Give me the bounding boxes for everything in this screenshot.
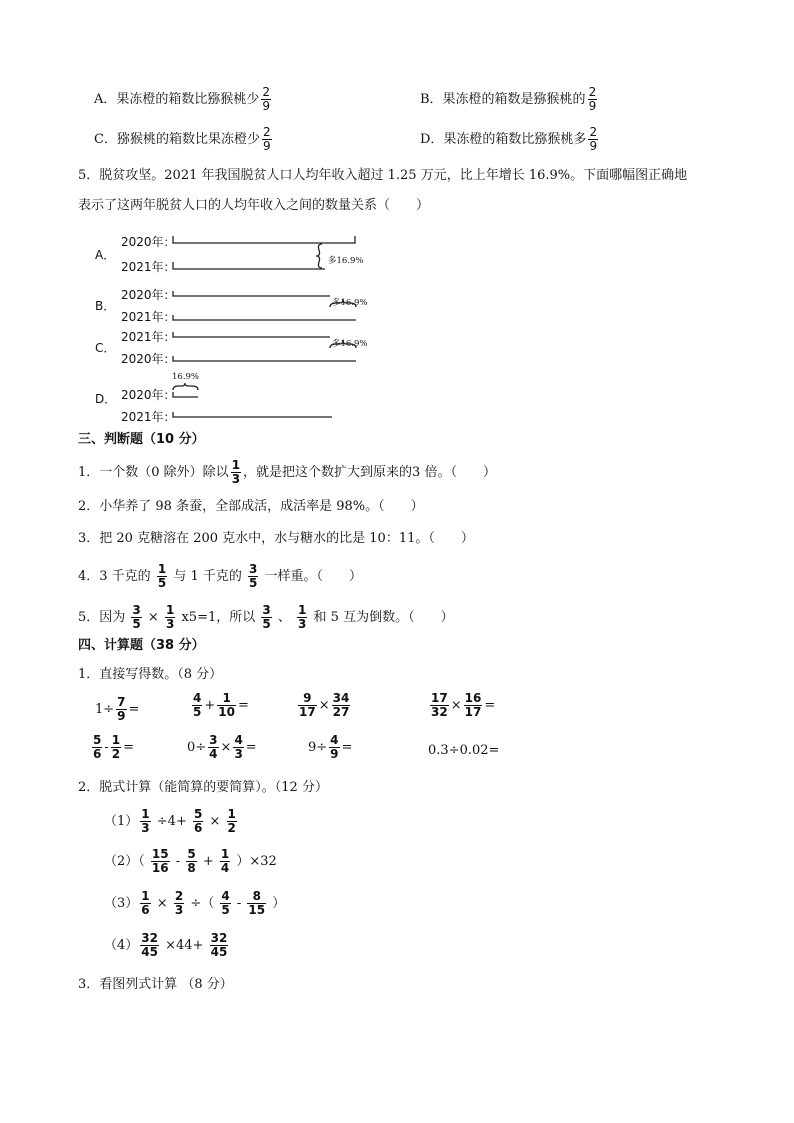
judge-q3: 3．把 20 克糖溶在 200 克水中，水与糖水的比是 10：11。（ ）	[78, 531, 474, 546]
diagram-a-note: 多16.9%	[328, 256, 364, 266]
diagram-b-letter: B．	[95, 299, 116, 313]
judge-q4: 4．3 千克的 $\frac{1}{5}$ 与 1 千克的 $\frac{3}{5}$ 一样重。（ ）	[78, 562, 363, 590]
oral-expr-4: $\frac{17}{32}$ × $\frac{16}{17}$ =	[431, 691, 496, 719]
option-b: B．果冻橙的箱数是猕猴桃的 $\frac{2}{9}$	[420, 85, 597, 113]
diagram-a-row2: 2021年：	[121, 260, 176, 274]
option-a: A．果冻橙的箱数比猕猴桃少 $\frac{2}{9}$	[94, 85, 271, 113]
fraction: $\frac{1}{5}$	[157, 562, 167, 590]
diagram-d-letter: D．	[95, 392, 117, 406]
q5-line1: 5．脱贫攻坚。2021 年我国脱贫人口人均年收入超过 1.25 万元，比上年增长 16.9%。下面哪幅图正确地	[78, 168, 688, 183]
section4-title: 四、计算题（38 分）	[78, 638, 205, 653]
oral-expr-6: 0÷ $\frac{3}{4}$ × $\frac{4}{3}$ =	[187, 733, 257, 761]
fraction: $\frac{1}{3}$	[298, 603, 307, 631]
option-d: D．果冻橙的箱数比猕猴桃多 $\frac{2}{9}$	[420, 125, 598, 153]
judge-q1: 1．一个数（0 除外）除以 $\frac{1}{3}$ ，就是把这个数扩大到原来的3 倍。（ ）	[78, 458, 496, 486]
oral-expr-5: $\frac{5}{6}$ - $\frac{1}{2}$ =	[93, 733, 135, 761]
diagram-c-row1: 2021年：	[121, 330, 176, 344]
calc-q1-title: 1．直接写得数。（8 分）	[78, 667, 223, 682]
diagram-a-row1: 2020年：	[121, 235, 176, 249]
step-expr-3: （3） $\frac{1}{6}$ × $\frac{2}{3}$ ÷（ $\frac{4}{5}$ - $\frac{8}{15}$ ）	[104, 889, 286, 917]
step-expr-2: （2）（ $\frac{15}{16}$ - $\frac{5}{8}$ + $\frac{1}{4}$ ）×32	[104, 847, 277, 875]
fraction: $\frac{3}{5}$	[249, 562, 258, 590]
fraction: $\frac{2}{9}$	[589, 125, 598, 153]
diagram-b-row1: 2020年：	[121, 288, 176, 302]
calc-q2-title: 2．脱式计算（能简算的要简算）。（12 分）	[78, 780, 328, 795]
section3-title: 三、判断题（10 分）	[78, 432, 205, 447]
fraction: $\frac{2}{9}$	[262, 125, 271, 153]
step-expr-1: （1） $\frac{1}{3}$ ÷4+ $\frac{5}{6}$ × $\frac{1}{2}$	[104, 807, 236, 835]
fraction: $\frac{3}{5}$	[262, 603, 271, 631]
fraction: $\frac{2}{9}$	[262, 85, 271, 113]
fraction: $\frac{3}{5}$	[132, 603, 141, 631]
judge-q5: 5．因为 $\frac{3}{5}$ × $\frac{1}{3}$ x5=1，所以 $\frac{3}{5}$ 、 $\frac{1}{3}$ 和 5 互为倒数。（ ）	[78, 603, 454, 631]
oral-expr-2: $\frac{4}{5}$ + $\frac{1}{10}$ =	[193, 691, 249, 719]
calc-q3-title: 3．看图列式计算 （8 分）	[78, 977, 233, 992]
fraction: $\frac{1}{3}$	[231, 458, 241, 486]
diagram-a-bars	[170, 230, 380, 275]
diagram-d-note: 16.9%	[172, 372, 200, 382]
oral-expr-3: $\frac{9}{17}$ × $\frac{34}{27}$	[299, 691, 350, 719]
diagram-a-letter: A．	[95, 248, 116, 262]
diagram-d-row2: 2021年：	[121, 410, 176, 424]
diagram-c-letter: C．	[95, 341, 116, 355]
q5-line2: 表示了这两年脱贫人口的人均年收入之间的数量关系（ ）	[78, 198, 430, 213]
diagram-c-note: 多16.9%	[332, 339, 368, 349]
step-expr-4: （4） $\frac{32}{45}$ ×44+ $\frac{32}{45}$	[104, 931, 228, 959]
fraction: $\frac{2}{9}$	[588, 85, 597, 113]
diagram-d-bars	[170, 380, 340, 420]
oral-expr-8: 0.3÷0.02=	[428, 743, 500, 758]
diagram-d-row1: 2020年：	[121, 388, 176, 402]
diagram-c-row2: 2020年：	[121, 352, 176, 366]
option-c: C．猕猴桃的箱数比果冻橙少 $\frac{2}{9}$	[94, 125, 271, 153]
fraction: $\frac{1}{3}$	[165, 603, 175, 631]
oral-expr-1: 1÷ $\frac{7}{9}$ =	[95, 695, 140, 723]
judge-q2: 2．小华养了 98 条蚕，全部成活，成活率是 98%。（ ）	[78, 499, 424, 514]
diagram-b-note: 多16.9%	[332, 298, 368, 308]
diagram-b-row2: 2021年：	[121, 310, 176, 324]
oral-expr-7: 9÷ $\frac{4}{9}$ =	[308, 733, 353, 761]
